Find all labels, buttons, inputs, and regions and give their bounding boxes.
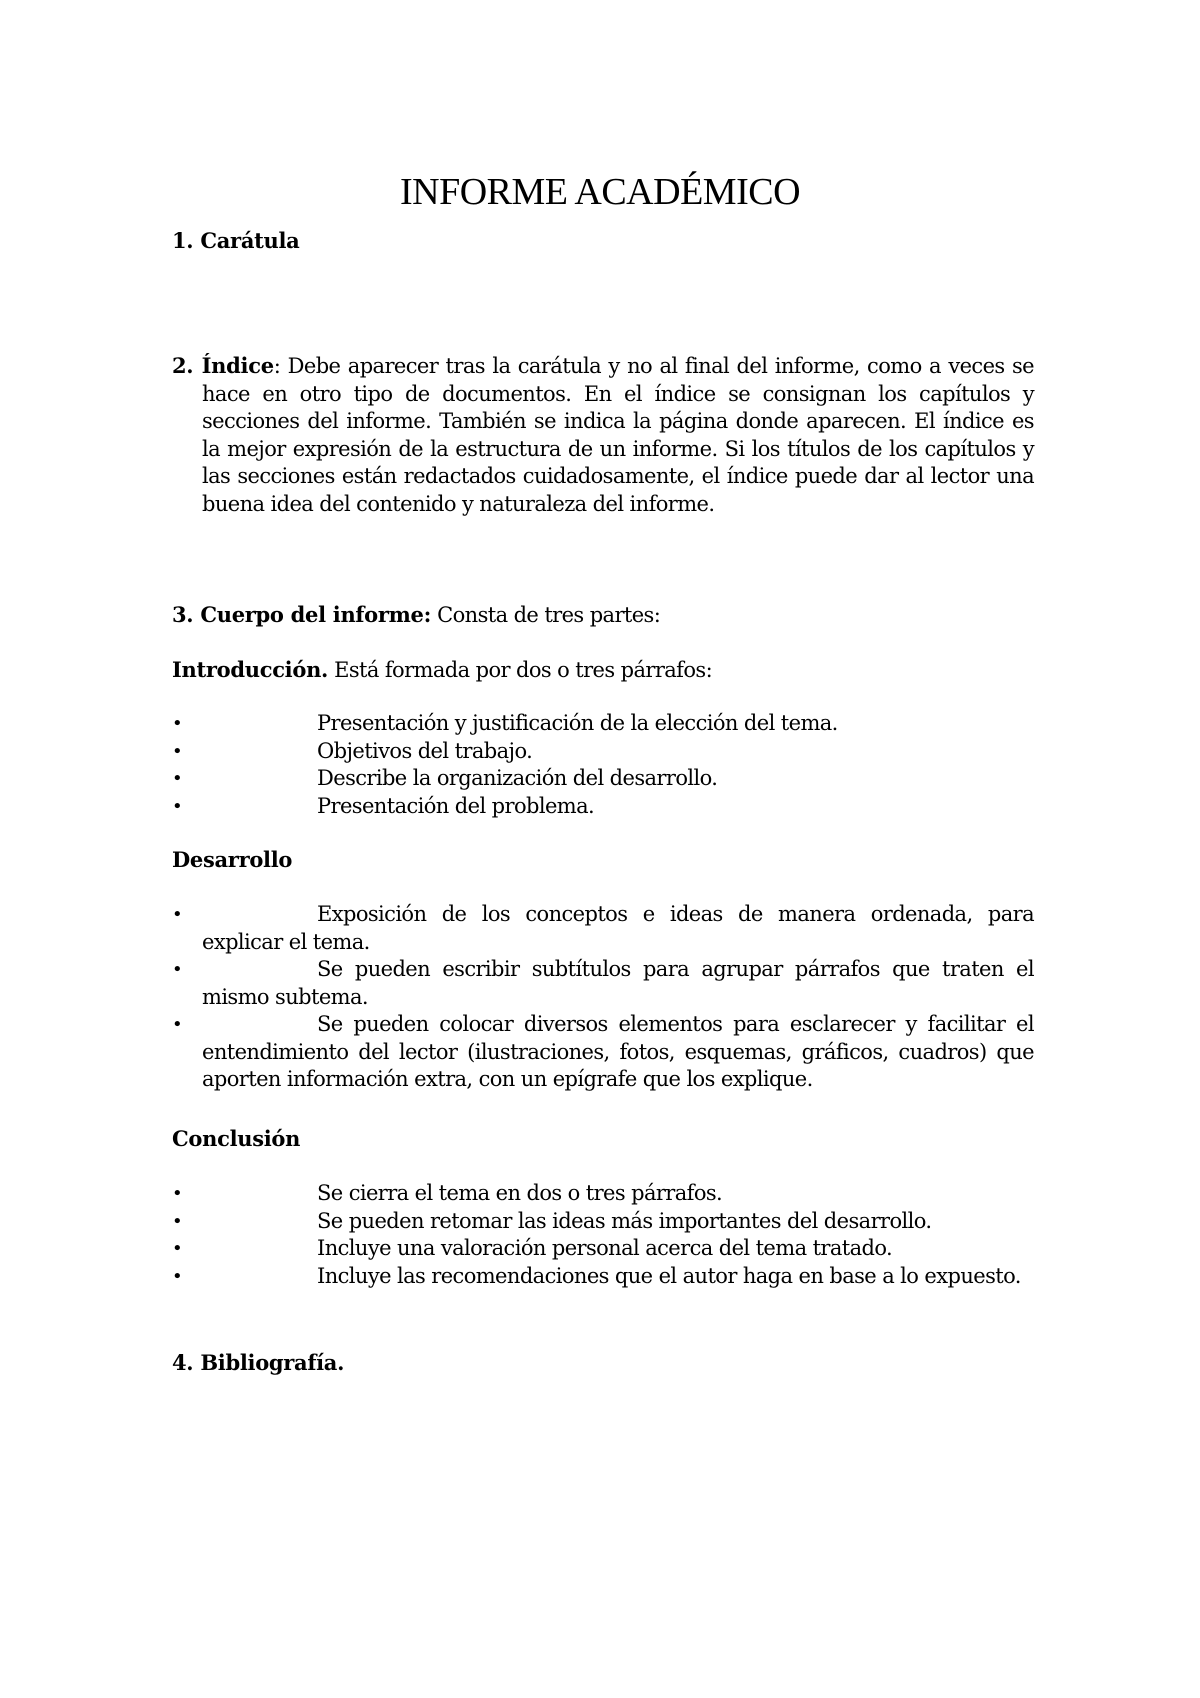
indice-heading: 2. Índice bbox=[172, 353, 274, 378]
introduccion-text: Está formada por dos o tres párrafos: bbox=[328, 658, 713, 682]
bullet-icon: • bbox=[172, 1238, 183, 1259]
list-item-text: Describe la organización del desarrollo. bbox=[317, 766, 718, 790]
list-item-text: Incluye las recomendaciones que el autor haga en base a lo expuesto. bbox=[317, 1263, 1021, 1288]
bullet-icon: • bbox=[172, 959, 183, 980]
list-item bbox=[172, 765, 1034, 793]
list-item-text: Se cierra el tema en dos o tres párrafos. bbox=[317, 1181, 723, 1205]
introduccion-list bbox=[172, 710, 1034, 820]
list-item bbox=[172, 738, 1034, 766]
list-item-text: Presentación del problema. bbox=[317, 793, 595, 818]
bullet-icon: • bbox=[172, 768, 183, 789]
list-item bbox=[172, 1180, 1034, 1208]
bibliografia-heading: 4. Bibliografía. bbox=[172, 1350, 345, 1375]
list-item bbox=[172, 1235, 1034, 1263]
conclusion-list bbox=[172, 1180, 1034, 1290]
bullet-icon: • bbox=[172, 1210, 183, 1232]
indice-text: : Debe aparecer tras la carátula y no al final del informe, como a veces se hace en otro tipo de documentos. En el índice se consignan los capítulos y secciones del informe. También se indica la página donde aparecen. El índice es la mejor expresión de la estructura de un informe. Si los títulos de los capítulos y las secciones están redactados cuidadosamente, el índice puede dar al lector una buena idea del contenido y naturaleza del informe. bbox=[202, 354, 1034, 516]
introduccion-heading: Introducción. bbox=[172, 657, 329, 682]
bullet-icon: • bbox=[172, 713, 183, 734]
list-item bbox=[172, 956, 1034, 1011]
bullet-icon: • bbox=[172, 1183, 183, 1204]
list-item-text: Incluye una valoración personal acerca del tema tratado. bbox=[317, 1236, 893, 1260]
bullet-icon: • bbox=[172, 795, 183, 817]
cuerpo-heading: 3. Cuerpo del informe: bbox=[172, 602, 432, 627]
list-item-text: Se pueden retomar las ideas más importantes del desarrollo. bbox=[317, 1208, 932, 1233]
section-introduccion bbox=[172, 656, 1034, 685]
desarrollo-heading: Desarrollo bbox=[172, 847, 293, 872]
section-caratula bbox=[172, 227, 1034, 256]
bullet-icon: • bbox=[172, 1014, 183, 1035]
bullet-icon: • bbox=[172, 1265, 183, 1287]
list-item-text: Se pueden escribir subtítulos para agrupar párrafos que traten el mismo subtema. bbox=[202, 957, 1034, 1009]
list-item-text: Se pueden colocar diversos elementos para esclarecer y facilitar el entendimiento del lector (ilustraciones, fotos, esquemas, gráficos, cuadros) que aporten información extra, con un epígrafe que los explique. bbox=[202, 1012, 1034, 1091]
list-item-text: Presentación y justificación de la elección del tema. bbox=[317, 711, 838, 735]
bullet-icon: • bbox=[172, 740, 183, 762]
bullet-icon: • bbox=[172, 904, 183, 925]
section-conclusion bbox=[172, 1125, 1034, 1154]
section-bibliografia bbox=[172, 1349, 1034, 1378]
caratula-heading: 1. Carátula bbox=[172, 228, 300, 253]
list-item bbox=[172, 710, 1034, 738]
section-desarrollo bbox=[172, 846, 1034, 875]
section-cuerpo bbox=[172, 601, 1034, 630]
list-item bbox=[172, 1011, 1034, 1094]
cuerpo-text: Consta de tres partes: bbox=[431, 603, 661, 627]
list-item bbox=[172, 1208, 1034, 1236]
list-item-text: Exposición de los conceptos e ideas de manera ordenada, para explicar el tema. bbox=[202, 902, 1034, 954]
list-item bbox=[172, 793, 1034, 821]
list-item-text: Objetivos del trabajo. bbox=[317, 738, 533, 763]
section-indice bbox=[172, 352, 1034, 518]
indice-paragraph bbox=[172, 352, 1034, 518]
conclusion-heading: Conclusión bbox=[172, 1126, 301, 1151]
desarrollo-list bbox=[172, 901, 1034, 1094]
document-title: INFORME ACADÉMICO bbox=[399, 171, 801, 213]
list-item bbox=[172, 901, 1034, 956]
list-item bbox=[172, 1263, 1034, 1291]
